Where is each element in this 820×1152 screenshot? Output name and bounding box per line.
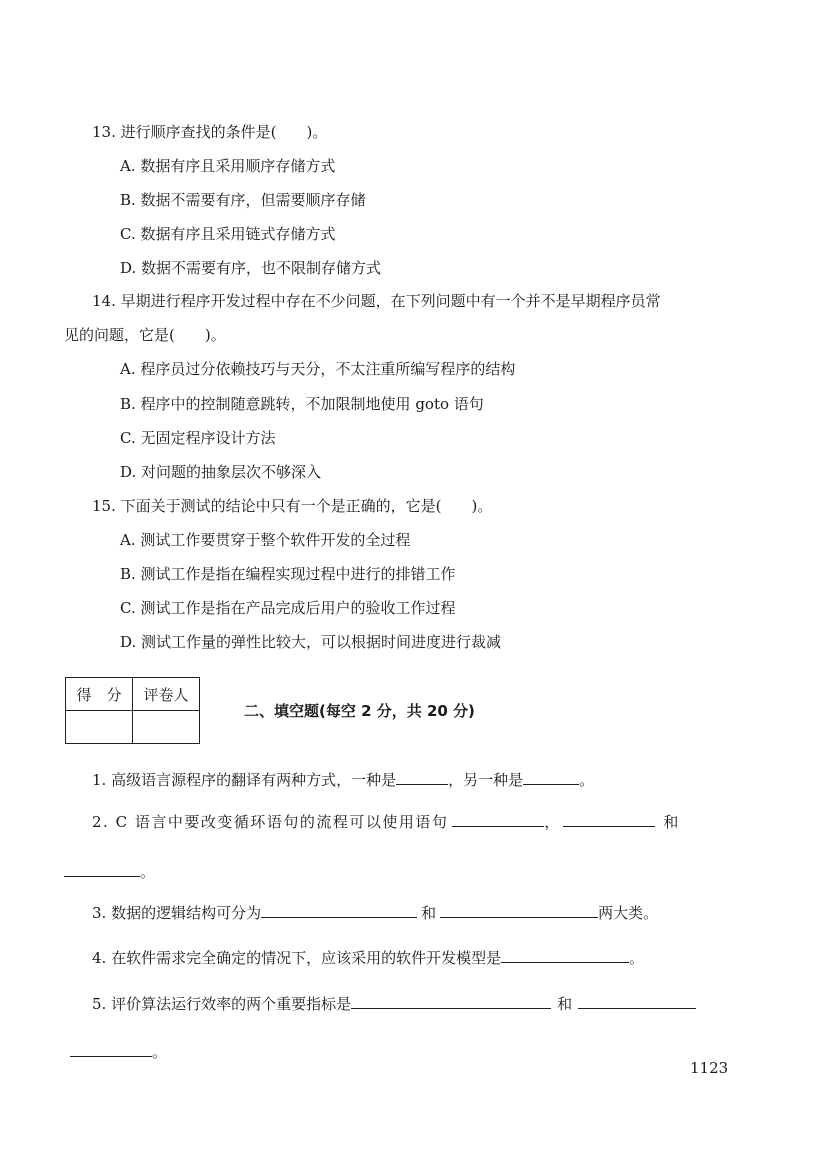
score-header: 得 分 xyxy=(66,678,133,711)
fill-q5-text-1: 5. 评价算法运行效率的两个重要指标是 xyxy=(92,995,352,1013)
fill-q4-text-2: 。 xyxy=(629,949,645,967)
question-14-option-d: D. 对问题的抽象层次不够深入 xyxy=(120,463,322,481)
fill-question-1 xyxy=(92,770,594,790)
question-13-option-c: C. 数据有序且采用链式存储方式 xyxy=(120,225,336,243)
question-15-option-d: D. 测试工作量的弹性比较大，可以根据时间进度进行裁减 xyxy=(120,633,502,651)
fill-question-3 xyxy=(92,903,658,923)
question-14-option-c: C. 无固定程序设计方法 xyxy=(120,429,276,447)
fill-q5-blank-2 xyxy=(578,994,696,1009)
question-14-stem-line2: 见的问题，它是( )。 xyxy=(64,326,226,344)
question-13-option-a: A. 数据有序且采用顺序存储方式 xyxy=(120,157,336,175)
fill-q5-blank-1 xyxy=(351,994,551,1009)
fill-question-5-cont xyxy=(64,1042,167,1062)
fill-q2-blank-3 xyxy=(64,862,140,877)
fill-q2-blank-2 xyxy=(563,812,655,827)
fill-q1-text-1: 1. 高级语言源程序的翻译有两种方式，一种是 xyxy=(92,771,397,789)
fill-q1-text-3: 。 xyxy=(579,771,595,789)
question-13-option-d: D. 数据不需要有序，也不限制存储方式 xyxy=(120,259,382,277)
fill-question-4 xyxy=(92,948,644,968)
grader-header: 评卷人 xyxy=(133,678,200,711)
fill-q5-text-2: 和 xyxy=(557,995,573,1013)
fill-q3-text-3: 两大类。 xyxy=(598,904,659,922)
score-box xyxy=(65,677,200,744)
question-14-stem-line1: 14. 早期进行程序开发过程中存在不少问题，在下列问题中有一个并不是早期程序员常 xyxy=(92,292,661,310)
question-15-option-a: A. 测试工作要贯穿于整个软件开发的全过程 xyxy=(120,531,411,549)
fill-question-2 xyxy=(92,812,678,832)
question-15-stem: 15. 下面关于测试的结论中只有一个是正确的，它是( )。 xyxy=(92,497,493,515)
fill-q3-text-2: 和 xyxy=(421,904,437,922)
score-cell xyxy=(66,711,133,744)
fill-q2-blank-1 xyxy=(452,812,544,827)
fill-q3-blank-2 xyxy=(440,903,598,918)
page-number: 1123 xyxy=(690,1059,729,1077)
section-2-title: 二、填空题(每空 2 分，共 20 分) xyxy=(244,702,475,720)
fill-q2-text-3: 和 xyxy=(663,813,679,831)
question-14-option-a: A. 程序员过分依赖技巧与天分，不太注重所编写程序的结构 xyxy=(120,360,516,378)
fill-q1-blank-1 xyxy=(396,770,448,785)
fill-q2-text-4: 。 xyxy=(140,863,156,881)
fill-q3-text-1: 3. 数据的逻辑结构可分为 xyxy=(92,904,262,922)
fill-q5-blank-3 xyxy=(70,1042,152,1057)
fill-q1-blank-2 xyxy=(523,770,579,785)
fill-q1-text-2: ，另一种是 xyxy=(448,771,524,789)
question-14-option-b: B. 程序中的控制随意跳转，不加限制地使用 goto 语句 xyxy=(120,395,484,413)
fill-q5-text-3: 。 xyxy=(152,1043,168,1061)
fill-q3-blank-1 xyxy=(261,903,417,918)
question-13-stem: 13. 进行顺序查找的条件是( )。 xyxy=(92,123,328,141)
fill-question-5 xyxy=(92,994,696,1014)
question-15-option-b: B. 测试工作是指在编程实现过程中进行的排错工作 xyxy=(120,565,456,583)
question-13-option-b: B. 数据不需要有序，但需要顺序存储 xyxy=(120,191,366,209)
fill-question-2-cont xyxy=(64,862,155,882)
question-15-option-c: C. 测试工作是指在产品完成后用户的验收工作过程 xyxy=(120,599,456,617)
fill-q4-text-1: 4. 在软件需求完全确定的情况下，应该采用的软件开发模型是 xyxy=(92,949,502,967)
fill-q2-text-1: 2. C 语言中要改变循环语句的流程可以使用语句 xyxy=(92,813,449,831)
grader-cell xyxy=(133,711,200,744)
fill-q4-blank-1 xyxy=(501,948,629,963)
fill-q2-text-2: ， xyxy=(544,813,560,831)
